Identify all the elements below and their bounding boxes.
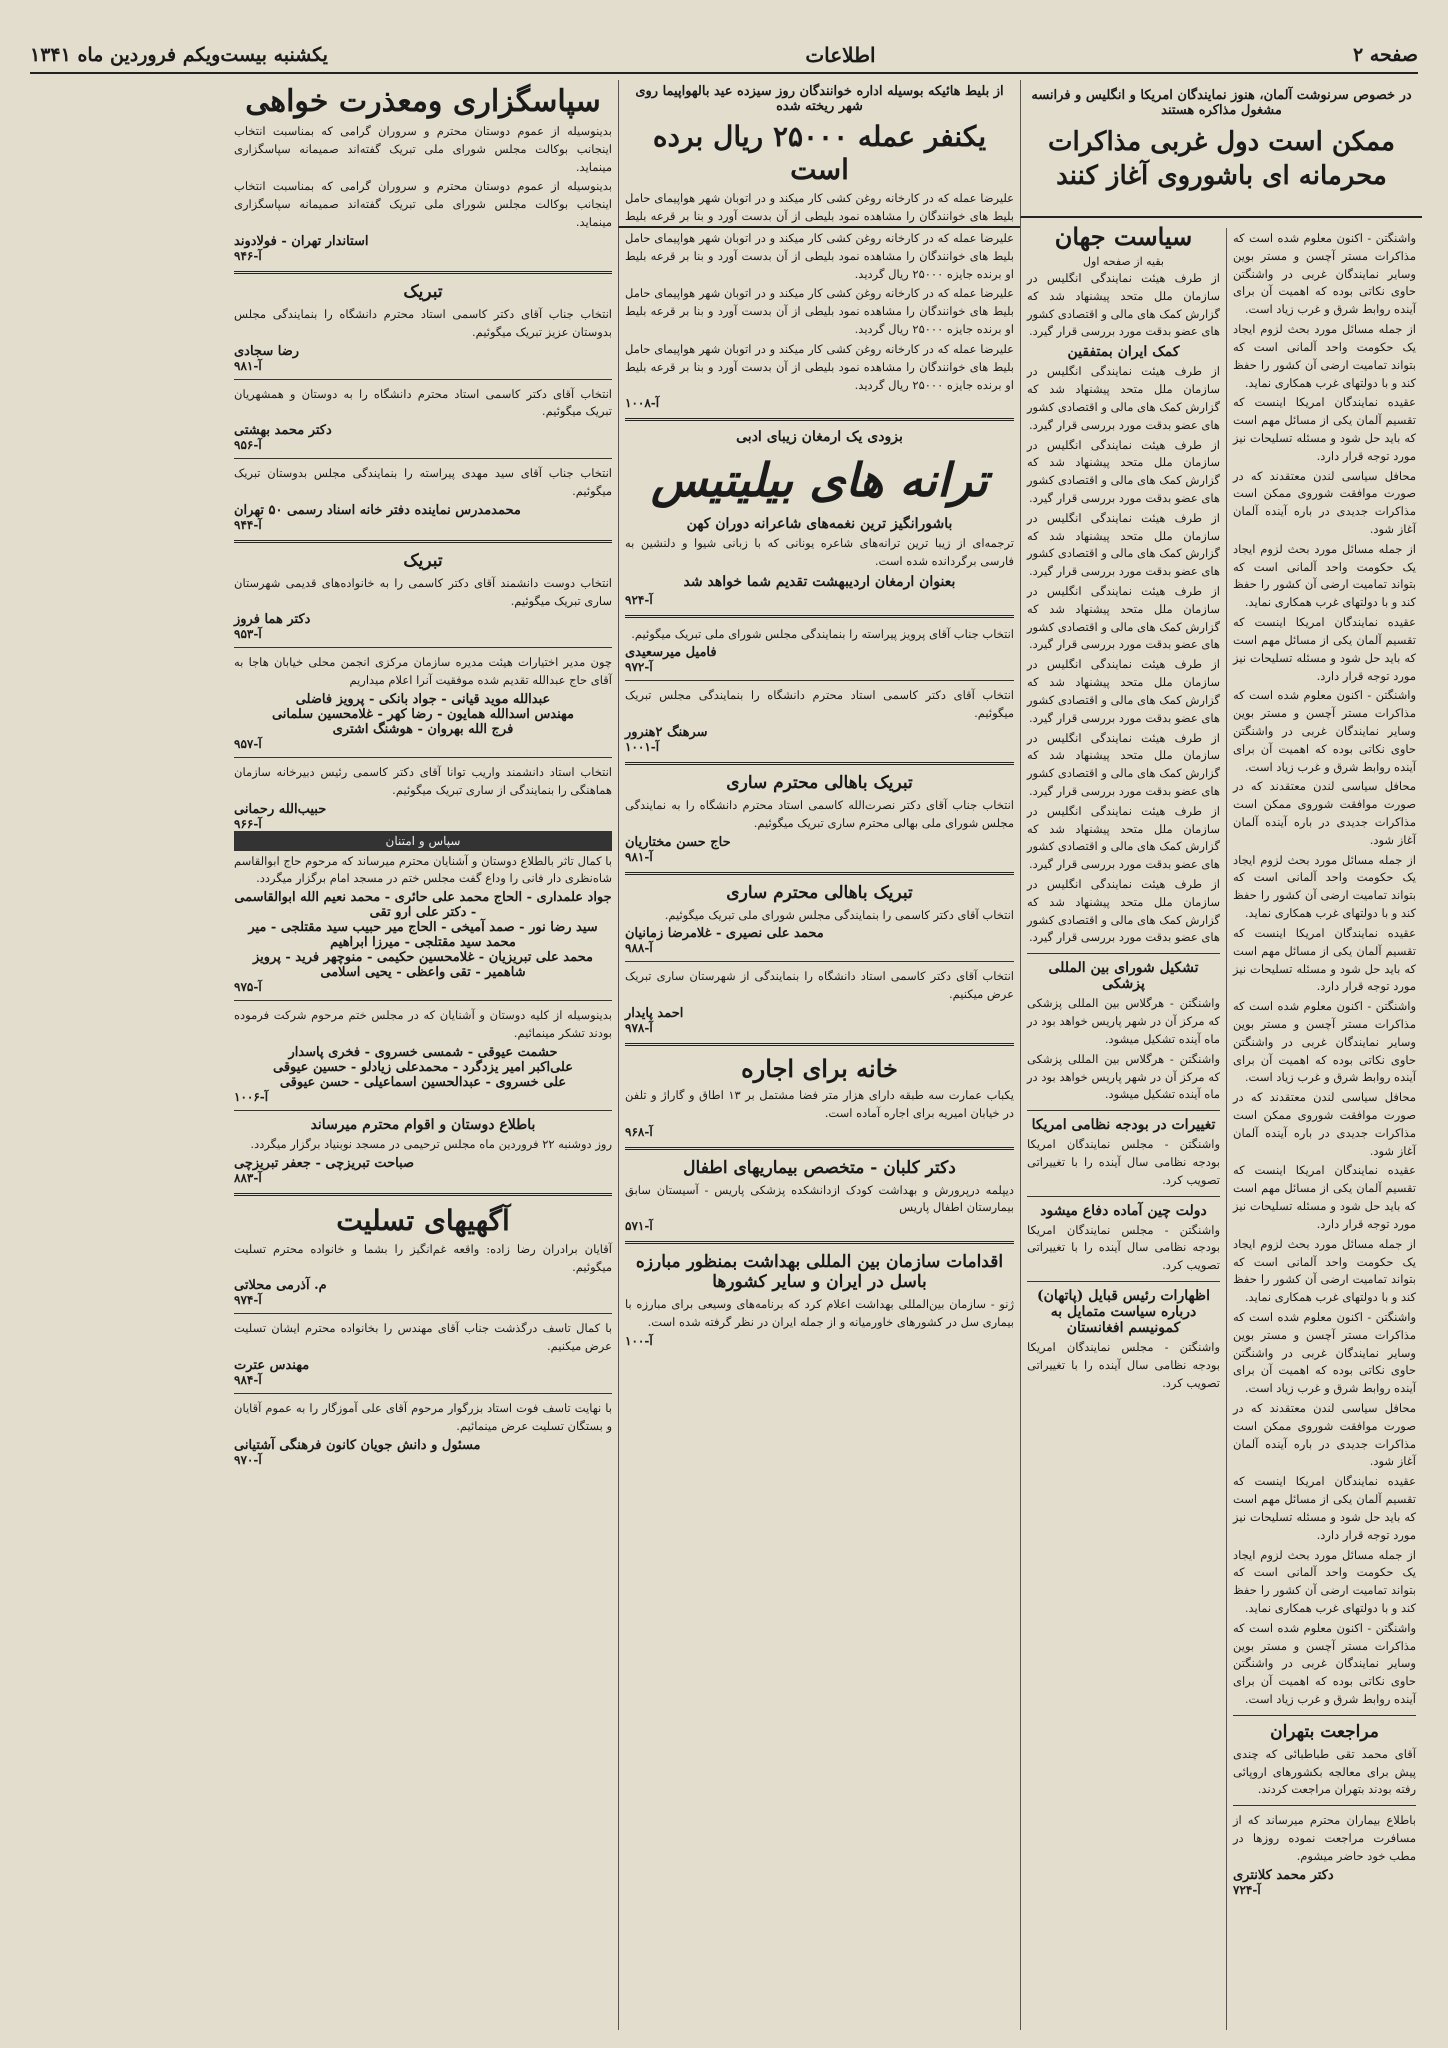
condolence-body: با نهایت تاسف فوت استاد بزرگوار مرحوم آقای علی آموزگار را به عموم آقایان و بستگان تسلیت عرض مینمائیم.	[234, 1400, 612, 1433]
ack-names: علی‌اکبر امیر یزدگرد - محمدعلی زیادلو - حسین عیوقی	[272, 1059, 573, 1075]
doctor-signature: دکتر محمد کلانتری	[1233, 1867, 1334, 1883]
ad-code: آ-۱۰۰۱	[625, 739, 660, 754]
lottery-story	[618, 80, 1020, 228]
congrats-signature: محمد علی نصیری - غلامرضا زمانیان	[625, 926, 824, 942]
ad-code: آ-۹۷۵	[234, 980, 262, 995]
names-body: چون مدیر اختیارات هیئت مدیره سازمان مرکزی انجمن محلی خیابان هاجا به آقای حاج عبدالله تقدیم شده موفقیت آنرا اعلام میداریم	[234, 655, 612, 688]
tabrik-body: انتخاب استاد دانشمند واریب توانا آقای دکتر کاسمی رئیس دبیرخانه سازمان هماهنگی را بنمایندگی از ساری تبریک میگوئیم.	[234, 765, 612, 797]
lottery-kicker: از بلیط هائیکه بوسیله اداره خوانندگان روز سیزده عید بالهواپیما روی شهر ریخته شده	[635, 84, 1004, 114]
congrats-signature: احمد پایدار	[625, 1006, 684, 1022]
conf-body: واشنگتن - هرگلاس بین المللی پزشکی که مرکز آن در شهر پاریس خواهد بود در ماه آینده تشکیل میشود.	[1027, 996, 1220, 1046]
army-body: واشنگتن - مجلس نمایندگان امریکا بودجه نظامی سال آینده را با تغییراتی تصویب کرد.	[1027, 1222, 1220, 1273]
ad-code: آ-۹۵۶	[234, 438, 262, 453]
story-body: محافل سیاسی لندن معتقدند که در صورت موافقت شوروی ممکن است مذاکرات جدیدی در باره آینده آلمان آغاز شود.	[1233, 1401, 1416, 1469]
story-body: از جمله مسائل مورد بحث لزوم ایجاد یک حکومت واحد آلمانی است که بتواند تمامیت ارضی آن کشور را حفظ کند و با دولتهای غرب همکاری نماید.	[1233, 1236, 1416, 1305]
lottery-body: علیرضا عمله که در کارخانه روغن کشی کار میکند و در اتوبان شهر هواپیمای حامل بلیط های خوانندگان را مشاهده نمود بلیطی از آن بدست آورد و بنا بر قرعه بلیط او برنده جایزه ۲۵۰۰۰ ریال گردید.	[625, 231, 1014, 281]
doctor-notice: باطلاع بیماران محترم میرساند که از مسافرت مراجعت نموده روزها در مطب خود حاضر میشوم.	[1233, 1813, 1416, 1863]
notice-signature: صباحت تبریزچی - جعفر تبریزچی	[234, 1155, 415, 1171]
paper-name: اطلاعات	[805, 43, 876, 67]
tabrik-title: تبریک	[403, 281, 443, 302]
help-title: کمک ایران بمتفقین	[1067, 344, 1180, 361]
defense-title: دولت چین آماده دفاع میشود	[1040, 1202, 1207, 1219]
rent-title: خانه برای اجاره	[741, 1054, 898, 1084]
conf-body: واشنگتن - هرگلاس بین المللی پزشکی که مرکز آن در شهر پاریس خواهد بود در ماه آینده تشکیل میشود.	[1027, 1051, 1220, 1102]
issue-date: یکشنبه بیست‌ویکم فروردین ماه ۱۳۴۱	[30, 44, 328, 66]
ad-code: آ-۹۸۱	[234, 358, 262, 373]
condolence-title: آگهیهای تسلیت	[336, 1203, 510, 1237]
ad-code: آ-۹۵۷	[234, 737, 262, 751]
story-body: عقیده نمایندگان امریکا اینست که تقسیم آلمان یکی از مسائل مهم است که باید حل شود و مسئله تسلیحات نیز مورد توجه قرار دارد.	[1233, 615, 1416, 683]
story-body: عقیده نمایندگان امریکا اینست که تقسیم آلمان یکی از مسائل مهم است که باید حل شود و مسئله تسلیحات نیز مورد توجه قرار دارد.	[1233, 395, 1416, 463]
tabrik-signature: حبیب‌الله رحمانی	[234, 801, 327, 817]
ad-code: آ-۹۴۴	[234, 517, 262, 532]
thanks-signature: استاندار تهران - فولادوند	[234, 233, 369, 249]
army-body: واشنگتن - مجلس نمایندگان امریکا بودجه نظامی سال آینده را با تغییراتی تصویب کرد.	[1027, 1137, 1220, 1187]
tabrik-body: انتخاب جناب آقای سید مهدی پیراسته را بنمایندگی مجلس بدوستان تبریک میگوئیم.	[234, 466, 612, 498]
world-body: از طرف هیئت نمایندگی انگلیس در سازمان ملل متحد پیشنهاد شد که گزارش کمک های مالی و اقتصادی کشور های عضو بدقت مورد بررسی قرار گیرد.	[1027, 364, 1220, 432]
story-body: محافل سیاسی لندن معتقدند که در صورت موافقت شوروی ممکن است مذاکرات جدیدی در باره آینده آلمان آغاز شود.	[1233, 1090, 1416, 1158]
conf-title: تشکیل شورای بین المللی پزشکی	[1048, 960, 1199, 993]
world-body: از طرف هیئت نمایندگی انگلیس در سازمان ملل متحد پیشنهاد شد که گزارش کمک های مالی و اقتصادی کشور های عضو بدقت مورد بررسی قرار گیرد.	[1027, 437, 1220, 505]
return-body: آقای محمد تقی طباطبائی که چندی پیش برای معالجه بکشورهای اروپائی رفته بودند بتهران مراجعت کردند.	[1233, 1746, 1416, 1797]
bilitis-over: بزودی یک ارمغان زیبای ادبی	[736, 429, 903, 446]
ad-code: آ-۸۸۳	[234, 1170, 262, 1185]
names-line: فرج الله بهروان - هوشنگ اشتری	[332, 722, 514, 737]
return-title: مراجعت بتهران	[1270, 1721, 1379, 1742]
congrats-body: انتخاب آقای دکتر کاسمی را بنمایندگی مجلس شورای ملی تبریک میگوئیم.	[664, 907, 1014, 922]
story-body: از جمله مسائل مورد بحث لزوم ایجاد یک حکومت واحد آلمانی است که بتواند تمامیت ارضی آن کشور را حفظ کند و با دولتهای غرب همکاری نماید.	[1233, 322, 1416, 390]
page-number: صفحه ۲	[1352, 44, 1418, 66]
top-story-headline: ممکن است دول غربی مذاکرات محرمانه ای باشوروی آغاز کنند	[1048, 127, 1395, 191]
ad-code: آ-۹۵۳	[234, 627, 262, 642]
bilitis-title: ترانه های بیلیتیس	[651, 453, 988, 508]
bilitis-sub: باشورانگیز ترین نغمه‌های شاعرانه دوران کهن	[686, 515, 953, 532]
ad-code: آ-۹۲۴	[625, 592, 653, 607]
ack-body: بدینوسیله از کلیه دوستان و آشنایان که در مجلس ختم مرحوم شرکت فرموده بودند تشکر مینمائیم.	[234, 1008, 612, 1041]
congrats-title: تبریک باهالی محترم ساری	[726, 772, 913, 793]
congrats-body: انتخاب آقای دکتر کاسمی استاد محترم دانشگاه را بنمایندگی مجلس تبریک میگوئیم.	[625, 688, 1014, 721]
ad-code: آ-۱۰۰۸	[625, 396, 660, 411]
ad-code: آ-۹۶۶	[234, 816, 262, 831]
notice-body: روز دوشنبه ۲۲ فروردین ماه مجلس ترحیمی در مسجد نوبنیاد برگزار میگردد.	[250, 1136, 612, 1151]
army-title: تغییرات در بودجه نظامی امریکا	[1031, 1117, 1216, 1134]
tabrik-signature: دکتر محمد بهشتی	[234, 423, 332, 439]
ad-code: آ-۹۸۴	[234, 1372, 262, 1387]
story-body: محافل سیاسی لندن معتقدند که در صورت موافقت شوروی ممکن است مذاکرات جدیدی در باره آینده آلمان آغاز شود.	[1233, 468, 1416, 536]
ad-code: آ-۹۸۱	[625, 849, 653, 864]
mourn-names: جواد علمداری - الحاج محمد علی حائری - محمد نعیم الله ابوالقاسمی - دکتر علی ارو تقی	[234, 890, 612, 921]
ack-names: حشمت عیوقی - شمسی خسروی - فخری پاسدار	[288, 1044, 558, 1060]
army-body: واشنگتن - مجلس نمایندگان امریکا بودجه نظامی سال آینده را با تغییراتی تصویب کرد.	[1027, 1340, 1220, 1390]
tabrik-signature: رضا سجادی	[234, 343, 300, 359]
thanks-body: بدینوسیله از عموم دوستان محترم و سروران گرامی که بمناسبت انتخاب اینجانب بوکالت مجلس شورای ملی تبریک گفته‌اند صمیمانه سپاسگزاری مینماید.	[234, 124, 612, 174]
ad-code: آ-۷۲۴	[1233, 1882, 1261, 1897]
story-body: واشنگتن - اکنون معلوم شده است که مذاکرات مستر آچسن و مستر بوین وسایر نمایندگان غربی در واشنگتن حاوی نکاتی بوده که اهمیت آن برای آینده روابط شرق و غرب زیاد است.	[1233, 688, 1416, 774]
names-line: مهندس اسدالله همایون - رضا کهر - غلامحسین سلمانی	[271, 707, 575, 722]
lottery-body: علیرضا عمله که در کارخانه روغن کشی کار میکند و در اتوبان شهر هواپیمای حامل بلیط های خوانندگان را مشاهده نمود بلیطی از آن بدست آورد و بنا بر قرعه بلیط او برنده جایزه ۲۵۰۰۰ ریال گردید.	[625, 286, 1014, 337]
world-body: از طرف هیئت نمایندگی انگلیس در سازمان ملل متحد پیشنهاد شد که گزارش کمک های مالی و اقتصادی کشور های عضو بدقت مورد بررسی قرار گیرد.	[1027, 877, 1220, 945]
ad-code: آ-۱۰۰	[625, 1333, 653, 1348]
tabrik-signature: دکتر هما فروز	[234, 612, 311, 628]
condolence-body: با کمال تاسف درگذشت جناب آقای مهندس را بخانواده محترم ایشان تسلیت عرض میکنیم.	[234, 1321, 612, 1354]
congrats-title: تبریک باهالی محترم ساری	[726, 882, 913, 903]
mourn-names: سید رضا نور - صمد آمیخی - الحاج میر حبیب سید مقتلجی - میر محمد سید مقتلجی - میرزا ابراهیم	[248, 920, 598, 951]
tabrik-body: انتخاب جناب آقای دکتر کاسمی استاد محترم دانشگاه را بنمایندگی مجلس بدوستان عزیز تبریک میگوئیم.	[234, 306, 612, 339]
clinic-body: دیپلمه درپرورش و بهداشت کودک ازدانشکده پزشکی پاریس - آسیستان سابق بیمارستان اطفال پاریس	[625, 1182, 1014, 1215]
world-body: از طرف هیئت نمایندگی انگلیس در سازمان ملل متحد پیشنهاد شد که گزارش کمک های مالی و اقتصادی کشور های عضو بدقت مورد بررسی قرار گیرد.	[1027, 657, 1220, 725]
congrats-body: انتخاب جناب آقای پرویز پیراسته را بنمایندگی مجلس شورای ملی تبریک میگوئیم.	[631, 626, 1014, 641]
health-title: اقدامات سازمان بین المللی بهداشت بمنظور مبارزه باسل در ایران و سایر کشورها	[635, 1252, 1004, 1293]
world-body: از طرف هیئت نمایندگی انگلیس در سازمان ملل متحد پیشنهاد شد که گزارش کمک های مالی و اقتصادی کشور های عضو بدقت مورد بررسی قرار گیرد.	[1027, 803, 1220, 872]
notice-title: باطلاع دوستان و اقوام محترم میرساند	[310, 1116, 536, 1133]
ad-code: آ-۹۷۲	[625, 660, 653, 675]
thanks-title: سپاسگزاری ومعذرت خواهی	[245, 84, 601, 119]
story-body: از جمله مسائل مورد بحث لزوم ایجاد یک حکومت واحد آلمانی است که بتواند تمامیت ارضی آن کشور را حفظ کند و با دولتهای غرب همکاری نماید.	[1233, 541, 1416, 610]
congrats-signature: حاج حسن مختاریان	[625, 834, 731, 850]
column-1	[1226, 228, 1422, 2030]
story-body: واشنگتن - اکنون معلوم شده است که مذاکرات مستر آچسن و مستر بوین وسایر نمایندگان غربی در واشنگتن حاوی نکاتی بوده که اهمیت آن برای آینده روابط شرق و غرب زیاد است.	[1233, 1620, 1416, 1706]
lottery-body: علیرضا عمله که در کارخانه روغن کشی کار میکند و در اتوبان شهر هواپیمای حامل بلیط های خوانندگان را مشاهده نمود بلیطی از آن بدست آورد و بنا بر قرعه بلیط او برنده جایزه ۲۵۰۰۰ ریال گردید.	[625, 341, 1014, 392]
names-line: عبدالله موید قیانی - جواد بانکی - پرویز فاضلی	[295, 692, 551, 707]
bilitis-cta: بعنوان ارمغان اردیبهشت تقدیم شما خواهد شد	[683, 573, 956, 590]
ad-code: آ-۹۴۶	[234, 248, 262, 263]
tabrik-body: انتخاب آقای دکتر کاسمی استاد محترم دانشگاه را به دوستان و همشهریان تبریک میگوئیم.	[234, 386, 612, 419]
congrats-signature: فامیل میرسعیدی	[625, 645, 717, 661]
top-story	[1020, 80, 1422, 218]
ad-code: آ-۵۷۱	[625, 1219, 653, 1234]
rent-body: یکباب عمارت سه طبقه دارای هزار متر فضا مشتمل بر ۱۳ اطاق و گاراژ و تلفن در خیابان امیریه برای اجاره آماده است.	[625, 1088, 1014, 1120]
tabrik-title: تبریک	[403, 550, 443, 571]
ack-names: علی خسروی - عبدالحسین اسماعیلی - حسن عیوقی	[279, 1074, 567, 1090]
story-body: عقیده نمایندگان امریکا اینست که تقسیم آلمان یکی از مسائل مهم است که باید حل شود و مسئله تسلیحات نیز مورد توجه قرار دارد.	[1233, 1163, 1416, 1231]
condolence-signature: مهندس عترت	[234, 1357, 310, 1373]
story-body: از جمله مسائل مورد بحث لزوم ایجاد یک حکومت واحد آلمانی است که بتواند تمامیت ارضی آن کشور را حفظ کند و با دولتهای غرب همکاری نماید.	[1233, 852, 1416, 921]
bilitis-body: ترجمه‌ای از زیبا ترین ترانه‌های شاعره یونانی که با زبانی شیوا و دلنشین به فارسی برگردانده شده است.	[625, 535, 1014, 568]
story-body: از جمله مسائل مورد بحث لزوم ایجاد یک حکومت واحد آلمانی است که بتواند تمامیت ارضی آن کشور را حفظ کند و با دولتهای غرب همکاری نماید.	[1233, 1547, 1416, 1615]
story-body: عقیده نمایندگان امریکا اینست که تقسیم آلمان یکی از مسائل مهم است که باید حل شود و مسئله تسلیحات نیز مورد توجه قرار دارد.	[1233, 1474, 1416, 1542]
story-body: واشنگتن - اکنون معلوم شده است که مذاکرات مستر آچسن و مستر بوین وسایر نمایندگان غربی در واشنگتن حاوی نکاتی بوده که اهمیت آن برای آینده روابط شرق و غرب زیاد است.	[1233, 999, 1416, 1085]
ad-code: آ-۹۷۰	[234, 1452, 262, 1467]
middle-column	[618, 228, 1020, 2030]
clinic-title: دکتر کلبان - متخصص بیماریهای اطفال	[683, 1157, 956, 1178]
world-body: از طرف هیئت نمایندگی انگلیس در سازمان ملل متحد پیشنهاد شد که گزارش کمک های مالی و اقتصادی کشور های عضو بدقت مورد بررسی قرار گیرد.	[1027, 730, 1220, 798]
lottery-body: علیرضا عمله که در کارخانه روغن کشی کار میکند و در اتوبان شهر هواپیمای حامل بلیط های خوانندگان را مشاهده نمود بلیطی از آن بدست آورد و بنا بر قرعه بلیط	[625, 191, 1014, 223]
masthead	[30, 38, 1418, 74]
congrats-body: انتخاب جناب آقای دکتر نصرت‌الله کاسمی استاد محترم دانشگاه را به نمایندگی مجلس شورای ملی بهالی محترم ساری تبریک میگوئیم.	[625, 797, 1014, 830]
world-body: از طرف هیئت نمایندگی انگلیس در سازمان ملل متحد پیشنهاد شد که گزارش کمک های مالی و اقتصادی کشور های عضو بدقت مورد بررسی قرار گیرد.	[1027, 510, 1220, 579]
story-body: محافل سیاسی لندن معتقدند که در صورت موافقت شوروی ممکن است مذاکرات جدیدی در باره آینده آلمان آغاز شود.	[1233, 779, 1416, 847]
condolence-signature: مسئول و دانش جویان کانون فرهنگی آشتیانی	[234, 1437, 481, 1453]
congrats-body: انتخاب آقای دکتر کاسمی استاد دانشگاه را بنمایندگی از شهرستان ساری تبریک عرض میکنیم.	[625, 969, 1014, 1002]
tabrik-body: انتخاب دوست دانشمند آقای دکتر کاسمی را به خانواده‌های قدیمی شهرستان ساری تبریک میگوئیم.	[234, 575, 612, 608]
top-story-kicker: در خصوص سرنوشت آلمان، هنوز نمایندگان امریکا و انگلیس و فرانسه مشغول مذاکره هستند	[1031, 88, 1412, 118]
ad-code: آ-۱۰۰۶	[234, 1089, 269, 1104]
condolence-signature: م. آذرمی محلاتی	[234, 1278, 327, 1294]
story-body: واشنگتن - اکنون معلوم شده است که مذاکرات مستر آچسن و مستر بوین وسایر نمایندگان غربی در واشنگتن حاوی نکاتی بوده که اهمیت آن برای آینده روابط شرق و غرب زیاد است.	[1233, 1309, 1416, 1396]
health-body: ژنو - سازمان بین‌المللی بهداشت اعلام کرد که برنامه‌های وسیعی برای مبارزه با بیماری سل در کشورهای خاورمیانه و از جمله ایران در نظر گرفته شده است.	[625, 1297, 1014, 1330]
thanks-body: بدینوسیله از عموم دوستان محترم و سروران گرامی که بمناسبت انتخاب اینجانب بوکالت مجلس شورای ملی تبریک گفته‌اند صمیمانه سپاسگزاری مینماید.	[234, 179, 612, 230]
ad-code: آ-۹۶۸	[625, 1124, 653, 1139]
story-body: واشنگتن - اکنون معلوم شده است که مذاکرات مستر آچسن و مستر بوین وسایر نمایندگان غربی در واشنگتن حاوی نکاتی بوده که اهمیت آن برای آینده روابط شرق و غرب زیاد است.	[1233, 231, 1416, 317]
notices-column	[228, 80, 618, 2030]
tabrik-signature: محمدمدرس نماینده دفتر خانه اسناد رسمی ۵۰ تهران	[234, 502, 521, 518]
section-banner: سپاس و امتنان	[234, 831, 612, 851]
condolence-body: آقایان برادران رضا زاده: واقعه غم‌انگیز را بشما و خانواده محترم تسلیت میگوئیم.	[234, 1241, 612, 1274]
world-body: از طرف هیئت نمایندگی انگلیس در سازمان ملل متحد پیشنهاد شد که گزارش کمک های مالی و اقتصادی کشور های عضو بدقت مورد بررسی قرار گیرد.	[1027, 271, 1220, 339]
ad-code: آ-۹۷۴	[234, 1293, 262, 1308]
congrats-signature: سرهنگ ۲هنرور	[625, 724, 708, 740]
world-title: سیاست جهان	[1054, 222, 1193, 251]
tribal-title: اظهارات رئیس قبایل (پاتهان) درباره سیاست متمایل به کمونیسم افغانستان	[1037, 1288, 1210, 1336]
mourning-body: با کمال تاثر بالطلاع دوستان و آشنایان محترم میرساند که مرحوم حاج ابوالقاسم شاه‌نظری دار فانی را وداع گفت مجلس ختم در مسجد امام برگزار میگردد.	[234, 853, 612, 886]
world-continued: بقیه از صفحه اول	[1083, 255, 1164, 268]
story-body: عقیده نمایندگان امریکا اینست که تقسیم آلمان یکی از مسائل مهم است که باید حل شود و مسئله تسلیحات نیز مورد توجه قرار دارد.	[1233, 925, 1416, 994]
ad-code: آ-۹۸۸	[625, 941, 653, 956]
world-body: از طرف هیئت نمایندگی انگلیس در سازمان ملل متحد پیشنهاد شد که گزارش کمک های مالی و اقتصادی کشور های عضو بدقت مورد بررسی قرار گیرد.	[1027, 584, 1220, 652]
lottery-headline: یکنفر عمله ۲۵۰۰۰ ریال برده است	[652, 120, 987, 186]
world-news	[1020, 218, 1226, 2030]
ad-code: آ-۹۷۸	[625, 1021, 653, 1036]
mourn-names: محمد علی تبریزیان - غلامحسین حکیمی - منوچهر فرید - پرویز شاهمیر - تقی واعظی - یحیی اسلامی	[253, 950, 593, 981]
